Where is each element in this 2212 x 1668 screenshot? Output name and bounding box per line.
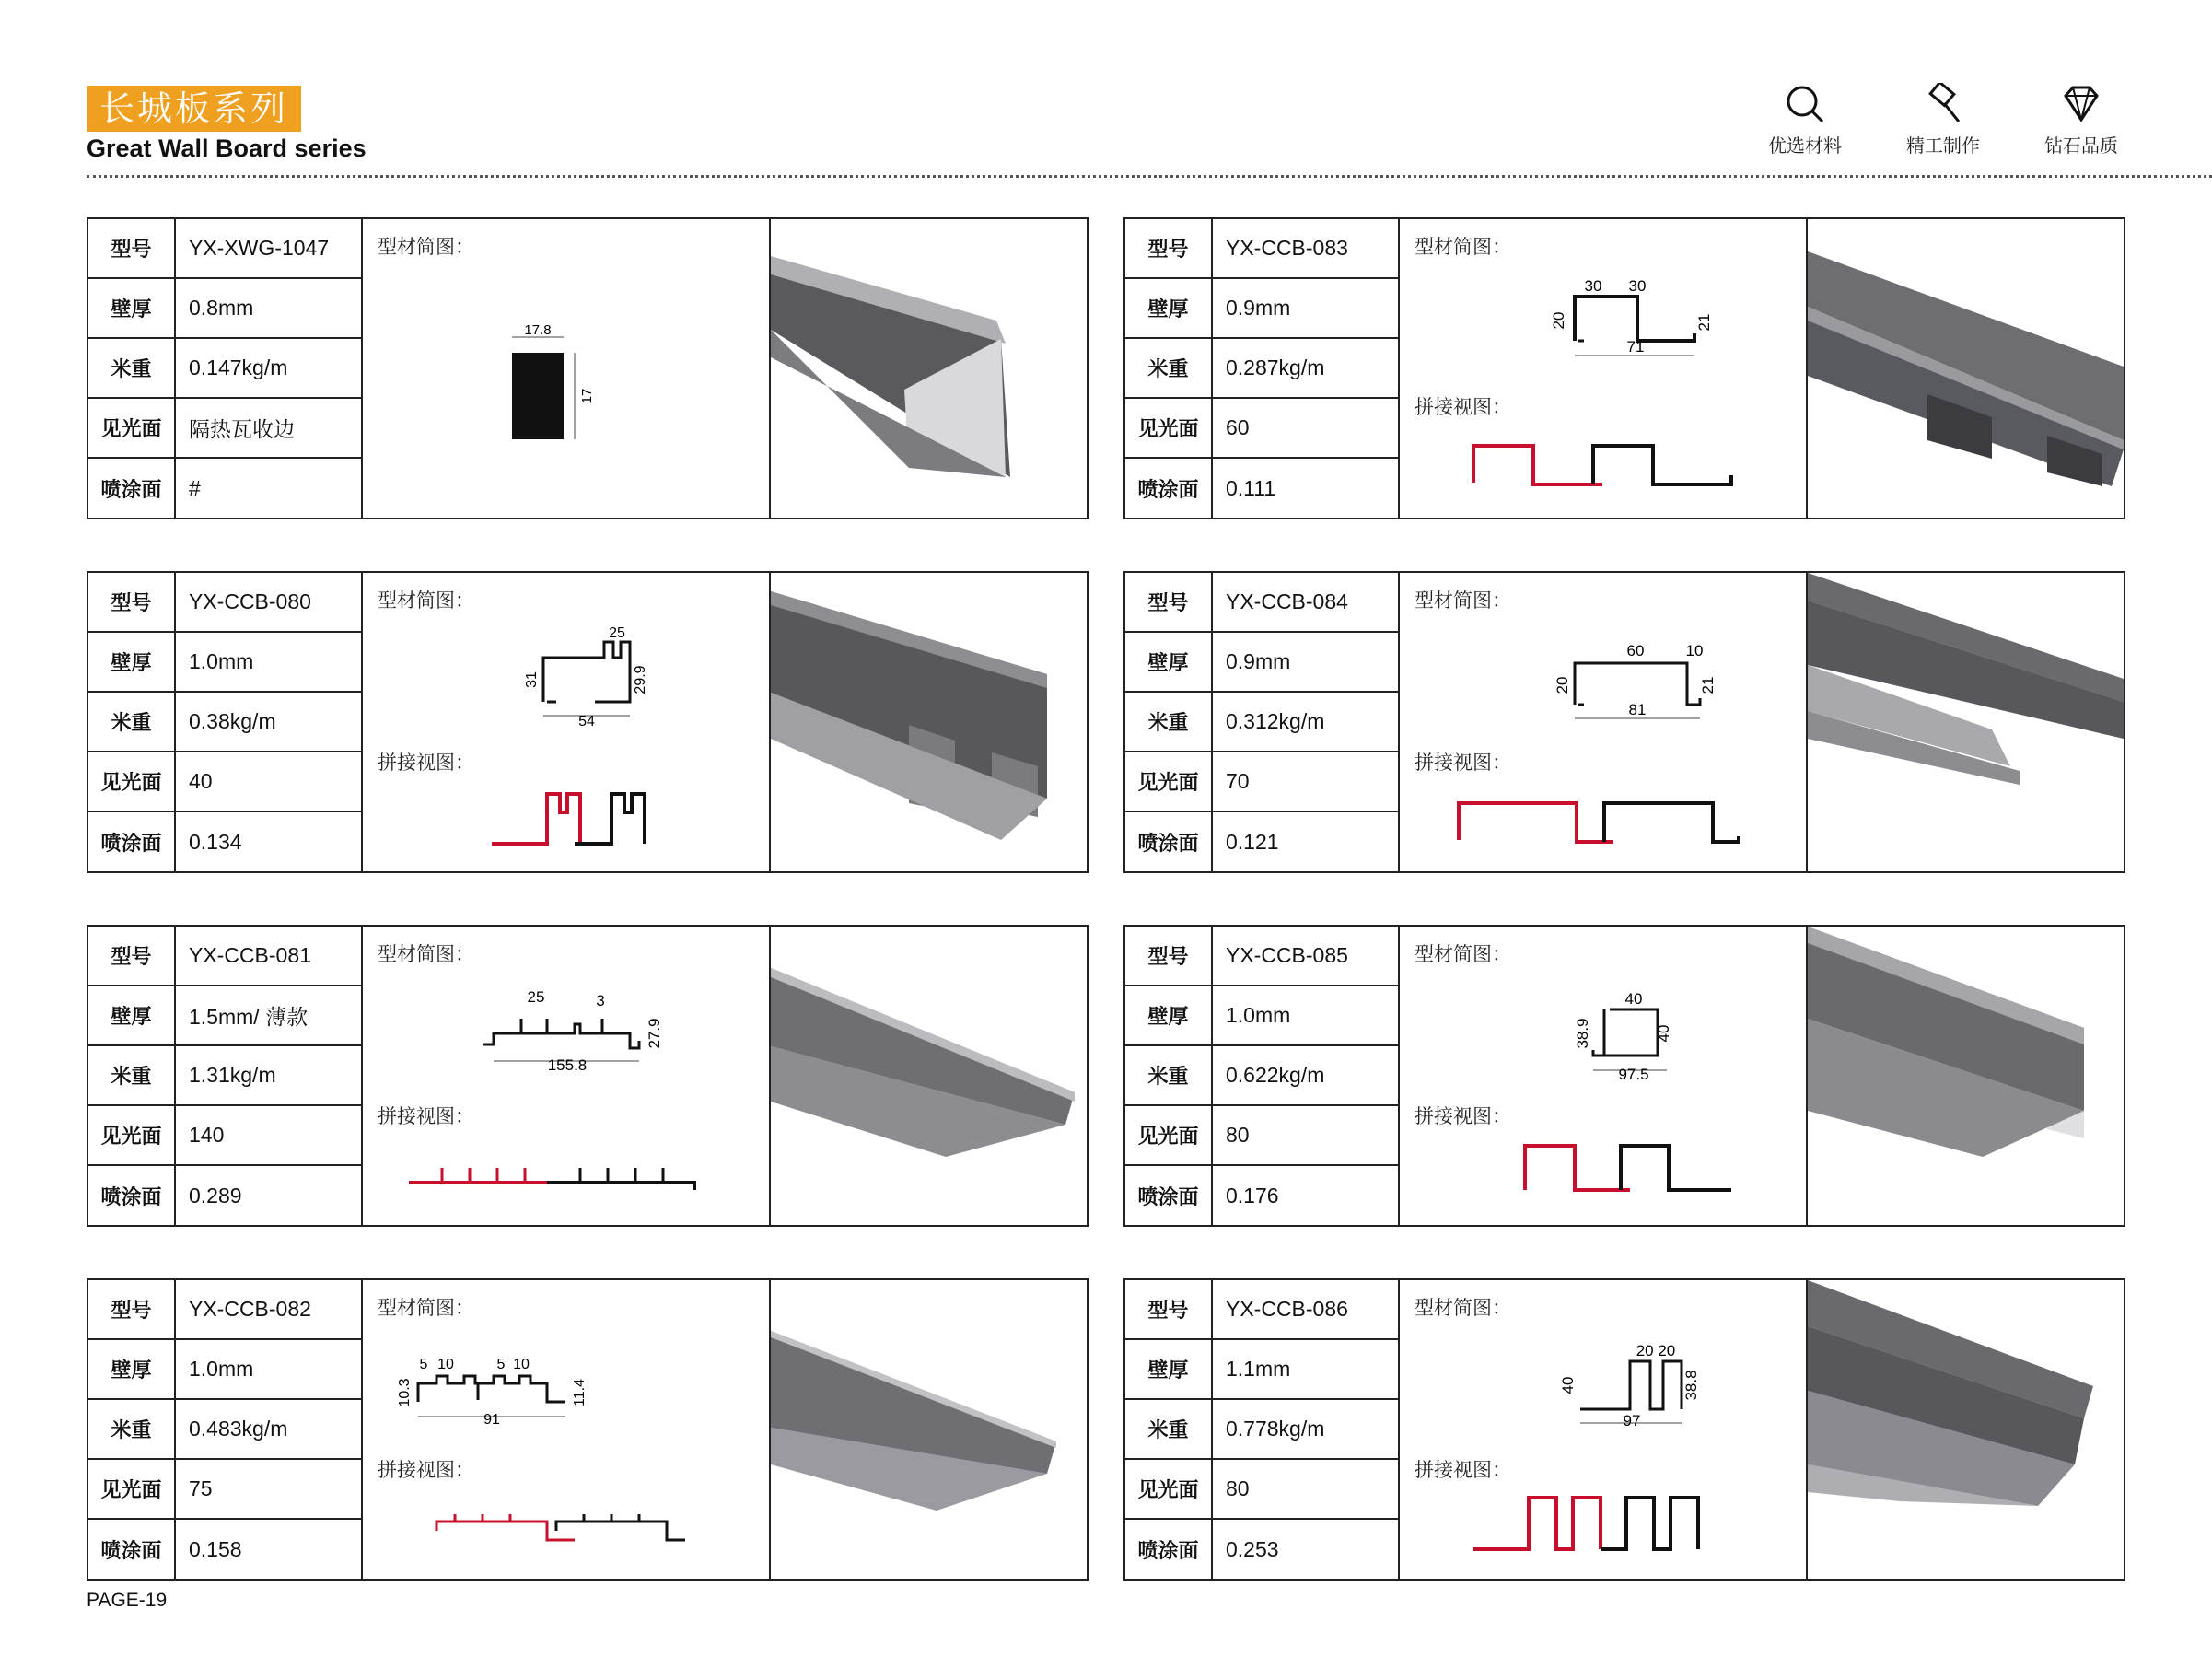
model-label: 型号 [1125, 1280, 1213, 1338]
spray-face-value: 0.253 [1226, 1536, 1279, 1561]
weight-label: 米重 [1125, 339, 1213, 397]
weight-label: 米重 [88, 1400, 176, 1458]
spray-face-label: 喷涂面 [88, 1520, 176, 1579]
profile-sketch-label: 型材简图： [378, 589, 474, 612]
weight-value: 0.312kg/m [1226, 709, 1325, 733]
dim-label: 31 [524, 671, 540, 688]
dim-label: 10 [1685, 642, 1704, 659]
model-label: 型号 [88, 927, 176, 985]
thickness-label: 壁厚 [88, 279, 176, 337]
thickness-label: 壁厚 [88, 633, 176, 691]
dim-label: 17 [579, 388, 595, 404]
product-card [87, 1278, 1089, 1581]
product-photo [771, 1280, 1087, 1579]
spec-table [1125, 1280, 1398, 1579]
thickness-value: 0.9mm [1226, 296, 1291, 320]
weight-label: 米重 [1125, 1400, 1213, 1458]
diamond-icon [2060, 83, 2102, 125]
dim-label: 40 [1559, 1376, 1577, 1394]
feature-quality-materials [1740, 83, 1869, 157]
light-face-value: 70 [1226, 769, 1250, 793]
spray-face-label: 喷涂面 [1125, 1166, 1213, 1225]
dim-label: 38.9 [1574, 1018, 1591, 1049]
spray-face-value: 0.176 [1226, 1183, 1279, 1207]
spray-face-value: 0.289 [189, 1183, 242, 1207]
profile-sketch-label: 型材简图： [1415, 943, 1511, 965]
light-face-label: 见光面 [88, 399, 176, 457]
profile-sketch-label: 型材简图： [378, 1297, 474, 1319]
profile-sketch [363, 219, 769, 518]
dim-label: 5 [419, 1357, 428, 1372]
drawing-panel [361, 1280, 771, 1579]
model-label: 型号 [88, 1280, 176, 1338]
product-card [1123, 925, 2125, 1227]
dim-label: 20 20 [1636, 1342, 1676, 1359]
weight-label: 米重 [1125, 1046, 1213, 1104]
splice-view [1400, 1280, 1806, 1579]
light-face-label: 见光面 [1125, 399, 1213, 457]
model-value: YX-CCB-080 [189, 589, 311, 613]
product-card [87, 571, 1089, 873]
profile-sketch-label: 型材简图： [1415, 236, 1511, 258]
spec-table [1125, 573, 1398, 871]
feature-diamond-quality [2017, 83, 2146, 157]
dim-label: 10 [513, 1357, 530, 1372]
weight-label: 米重 [88, 693, 176, 751]
thickness-value: 0.9mm [1226, 649, 1291, 673]
dim-label: 155.8 [547, 1056, 588, 1074]
dim-label: 25 [609, 625, 625, 641]
feature-label: 优选材料 [1768, 134, 1842, 157]
feature-label: 精工制作 [1906, 134, 1980, 157]
drawing-panel [1398, 927, 1808, 1225]
dim-label: 91 [483, 1412, 500, 1428]
splice-view-label: 拼接视图： [1415, 752, 1511, 774]
dim-label: 38.8 [1682, 1370, 1700, 1401]
product-photo [771, 927, 1087, 1225]
feature-craftsmanship [1879, 83, 2008, 157]
thickness-label: 壁厚 [1125, 986, 1213, 1044]
spec-table [88, 927, 361, 1225]
light-face-value: 隔热瓦收边 [189, 417, 295, 441]
dim-label: 10.3 [397, 1378, 413, 1407]
dim-label: 21 [1699, 676, 1717, 694]
splice-view-label: 拼接视图： [1415, 1105, 1511, 1127]
profile-sketch-label: 型材简图： [1415, 1297, 1511, 1319]
dim-label: 71 [1626, 338, 1645, 356]
thickness-value: 1.0mm [189, 1357, 254, 1381]
drawing-panel [1398, 573, 1808, 871]
weight-value: 0.778kg/m [1226, 1417, 1325, 1441]
model-value: YX-CCB-083 [1226, 236, 1348, 260]
dim-label: 11.4 [572, 1379, 588, 1406]
series-title-en: Great Wall Board series [87, 134, 367, 162]
light-face-label: 见光面 [88, 752, 176, 811]
spray-face-value: 0.134 [189, 829, 242, 854]
drawing-panel [1398, 1280, 1808, 1579]
search-icon [1784, 83, 1826, 125]
product-card [1123, 571, 2125, 873]
light-face-label: 见光面 [1125, 1106, 1213, 1164]
weight-value: 0.622kg/m [1226, 1063, 1325, 1087]
feature-label: 钻石品质 [2044, 134, 2118, 157]
spray-face-value: 0.158 [189, 1536, 242, 1561]
product-card [87, 925, 1089, 1227]
thickness-value: 0.8mm [189, 296, 254, 320]
spray-face-value: 0.111 [1226, 475, 1276, 500]
dim-label: 5 [496, 1357, 506, 1372]
product-photo [1808, 927, 2124, 1225]
thickness-value: 1.1mm [1226, 1357, 1291, 1381]
dim-label: 21 [1695, 313, 1713, 332]
dim-label: 30 [1628, 277, 1647, 295]
dim-label: 30 [1584, 277, 1602, 295]
weight-label: 米重 [88, 1046, 176, 1104]
dim-label: 29.9 [633, 665, 648, 694]
dim-label: 27.9 [646, 1018, 663, 1049]
spray-face-value: # [189, 475, 201, 500]
hammer-icon [1922, 83, 1964, 125]
product-photo [771, 219, 1087, 518]
product-card [1123, 1278, 2125, 1581]
thickness-label: 壁厚 [1125, 279, 1213, 337]
weight-label: 米重 [1125, 693, 1213, 751]
dim-label: 40 [1655, 1024, 1672, 1043]
model-value: YX-CCB-081 [189, 943, 311, 967]
spray-face-label: 喷涂面 [88, 812, 176, 871]
model-label: 型号 [88, 573, 176, 631]
light-face-value: 80 [1226, 1123, 1250, 1147]
thickness-label: 壁厚 [1125, 633, 1213, 691]
profile-sketch-label: 型材简图： [378, 943, 474, 965]
spray-face-label: 喷涂面 [1125, 812, 1213, 871]
drawing-panel [361, 927, 771, 1225]
light-face-label: 见光面 [1125, 752, 1213, 811]
splice-view [1400, 573, 1806, 871]
drawing-panel [361, 573, 771, 871]
model-label: 型号 [1125, 219, 1213, 277]
splice-view-label: 拼接视图： [378, 1459, 474, 1481]
thickness-label: 壁厚 [88, 1340, 176, 1398]
splice-view [363, 573, 769, 871]
spray-face-label: 喷涂面 [88, 1166, 176, 1225]
spec-table [88, 1280, 361, 1579]
spray-face-label: 喷涂面 [88, 459, 176, 518]
drawing-panel [361, 219, 771, 518]
product-card [1123, 217, 2125, 519]
spec-table [88, 219, 361, 518]
spec-table [1125, 219, 1398, 518]
model-label: 型号 [1125, 573, 1213, 631]
weight-value: 0.483kg/m [189, 1417, 288, 1441]
dim-label: 10 [437, 1357, 454, 1372]
light-face-value: 60 [1226, 415, 1250, 439]
dim-label: 17.8 [524, 322, 552, 338]
light-face-value: 75 [189, 1476, 213, 1500]
spray-face-value: 0.121 [1226, 829, 1279, 854]
spec-table [88, 573, 361, 871]
splice-view-label: 拼接视图： [1415, 396, 1511, 418]
model-value: YX-CCB-084 [1226, 589, 1348, 613]
light-face-value: 40 [189, 769, 213, 793]
spray-face-label: 喷涂面 [1125, 1520, 1213, 1579]
dim-label: 25 [527, 988, 545, 1006]
splice-view [363, 927, 769, 1225]
splice-view [1400, 219, 1806, 518]
model-value: YX-XWG-1047 [189, 236, 330, 260]
model-label: 型号 [1125, 927, 1213, 985]
dim-label: 40 [1624, 990, 1643, 1008]
thickness-value: 1.0mm [1226, 1003, 1291, 1027]
splice-view [1400, 927, 1806, 1225]
light-face-label: 见光面 [1125, 1460, 1213, 1518]
dim-label: 20 [1550, 311, 1567, 330]
splice-view-label: 拼接视图： [378, 752, 474, 774]
product-photo [771, 573, 1087, 871]
dim-label: 3 [596, 992, 605, 1009]
drawing-panel [1398, 219, 1808, 518]
dim-label: 97 [1623, 1412, 1641, 1429]
splice-view-label: 拼接视图： [1415, 1459, 1511, 1481]
model-label: 型号 [88, 219, 176, 277]
page-number: PAGE-19 [87, 1590, 168, 1611]
spray-face-label: 喷涂面 [1125, 459, 1213, 518]
product-photo [1808, 573, 2124, 871]
weight-value: 1.31kg/m [189, 1063, 276, 1087]
thickness-value: 1.5mm/ 薄款 [189, 1005, 309, 1029]
weight-value: 0.287kg/m [1226, 356, 1325, 379]
thickness-label: 壁厚 [1125, 1340, 1213, 1398]
spec-table [1125, 927, 1398, 1225]
dim-label: 81 [1628, 701, 1647, 718]
splice-view-label: 拼接视图： [378, 1105, 474, 1127]
dotted-divider [87, 175, 2212, 178]
light-face-label: 见光面 [88, 1460, 176, 1518]
product-photo [1808, 219, 2124, 518]
light-face-value: 140 [189, 1123, 225, 1147]
light-face-value: 80 [1226, 1476, 1250, 1500]
product-photo [1808, 1280, 2124, 1579]
thickness-value: 1.0mm [189, 649, 254, 673]
model-value: YX-CCB-086 [1226, 1297, 1348, 1321]
model-value: YX-CCB-082 [189, 1297, 311, 1321]
dim-label: 60 [1626, 642, 1645, 659]
product-card [87, 217, 1089, 519]
dim-label: 54 [578, 714, 595, 729]
weight-value: 0.147kg/m [189, 356, 288, 379]
weight-value: 0.38kg/m [189, 709, 276, 733]
profile-sketch-label: 型材简图： [1415, 589, 1511, 612]
profile-sketch-label: 型材简图： [378, 236, 474, 258]
light-face-label: 见光面 [88, 1106, 176, 1164]
splice-view [363, 1280, 769, 1579]
model-value: YX-CCB-085 [1226, 943, 1348, 967]
dim-label: 97.5 [1618, 1066, 1649, 1083]
thickness-label: 壁厚 [88, 986, 176, 1044]
dim-label: 20 [1554, 676, 1571, 694]
weight-label: 米重 [88, 339, 176, 397]
series-title-cn: 长城板系列 [87, 86, 301, 132]
